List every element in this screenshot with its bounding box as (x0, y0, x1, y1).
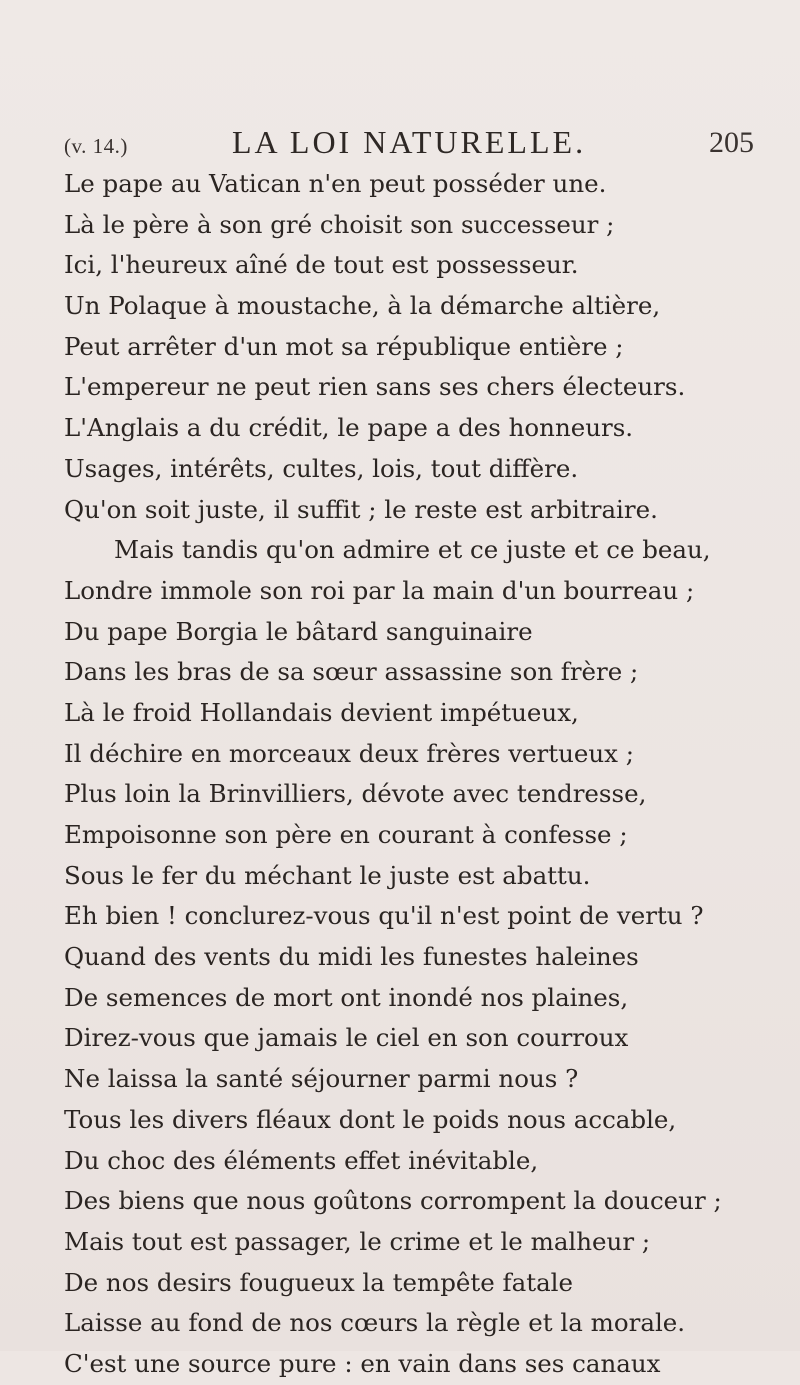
verse-line: Des biens que nous goûtons corrompent la douceur ; (64, 1186, 722, 1216)
page-number: 205 (709, 126, 754, 159)
verse-line: Direz-vous que jamais le ciel en son courroux (64, 1023, 629, 1053)
verse-line: Plus loin la Brinvilliers, dévote avec tendresse, (64, 779, 647, 809)
poem-verses (64, 164, 764, 1385)
verse-line: Le pape au Vatican n'en peut posséder une. (64, 169, 607, 198)
verse-reference: (v. 14.) (64, 134, 128, 158)
verse-line: Là le froid Hollandais devient impétueux, (64, 697, 579, 727)
verse-line: Du pape Borgia le bâtard sanguinaire (64, 616, 533, 646)
verse-line: De semences de mort ont inondé nos plaines, (64, 982, 629, 1012)
verse-line: Quand des vents du midi les funestes haleines (64, 942, 639, 972)
verse-line: Peut arrêter d'un mot sa république entière ; (64, 331, 624, 361)
verse-line: De nos desirs fougueux la tempête fatale (64, 1267, 574, 1297)
verse-line: Il déchire en morceaux deux frères vertueux ; (64, 738, 635, 768)
verse-line: Du choc des éléments effet inévitable, (64, 1145, 539, 1175)
verse-line: Mais tout est passager, le crime et le malheur ; (64, 1226, 651, 1256)
page-header (64, 124, 754, 168)
verse-line: C'est une source pure : en vain dans ses canaux (64, 1348, 661, 1378)
verse-line: Eh bien ! conclurez-vous qu'il n'est point de vertu ? (64, 901, 704, 931)
verse-line: Londre immole son roi par la main d'un bourreau ; (64, 575, 695, 605)
running-title: LA LOI NATURELLE. (232, 124, 587, 160)
verse-line-indented: Mais tandis qu'on admire et ce juste et ce beau, (114, 535, 711, 565)
verse-line: Ici, l'heureux aîné de tout est possesseur. (64, 250, 579, 280)
verse-line: Laisse au fond de nos cœurs la règle et la morale. (64, 1308, 686, 1338)
verse-line: Là le père à son gré choisit son successeur ; (64, 209, 615, 239)
verse-line: Usages, intérêts, cultes, lois, tout diffère. (64, 453, 579, 483)
verse-line: Un Polaque à moustache, à la démarche altière, (64, 291, 661, 321)
verse-line: Dans les bras de sa sœur assassine son frère ; (64, 657, 639, 687)
verse-line: Qu'on soit juste, il suffit ; le reste est arbitraire. (64, 494, 658, 524)
verse-line: Empoisonne son père en courant à confesse ; (64, 820, 628, 849)
verse-line: Sous le fer du méchant le juste est abattu. (64, 860, 591, 890)
verse-line: Tous les divers fléaux dont le poids nous accable, (64, 1104, 677, 1134)
verse-line: L'Anglais a du crédit, le pape a des honneurs. (64, 413, 634, 443)
verse-line: L'empereur ne peut rien sans ses chers électeurs. (64, 372, 686, 402)
verse-line: Ne laissa la santé séjourner parmi nous ? (64, 1064, 579, 1094)
